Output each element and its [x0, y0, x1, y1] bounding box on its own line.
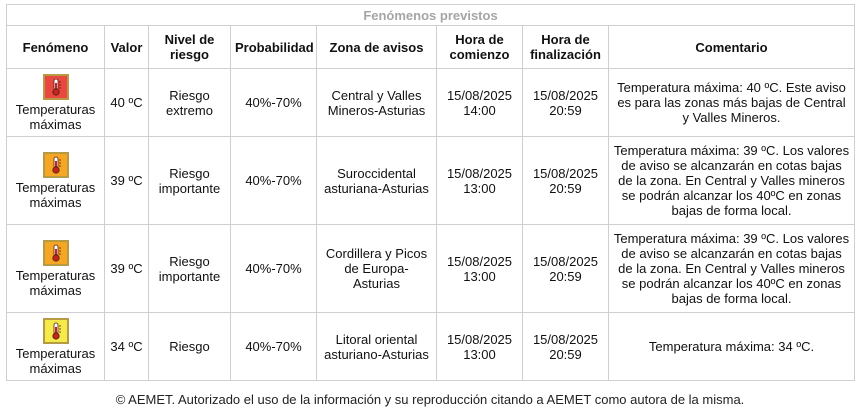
cell-nivel: Riesgo importante — [149, 137, 231, 225]
cell-hora-fin: 15/08/2025 20:59 — [523, 313, 609, 381]
cell-zona: Cordillera y Picos de Europa-Asturias — [317, 225, 437, 313]
cell-comentario: Temperatura máxima: 39 ºC. Los valores de aviso se alcanzarán en cotas bajas de la zona. En Central y Valles mineros se podrán alcanzar los 40ºC en zonas bajas de forma local. — [609, 225, 855, 313]
fenomeno-label: Temperaturas máximas — [15, 267, 96, 298]
thermometer-hot-icon — [43, 240, 69, 266]
cell-valor: 40 ºC — [105, 69, 149, 137]
cell-hora-comienzo: 15/08/2025 13:00 — [437, 225, 523, 313]
cell-comentario: Temperatura máxima: 39 ºC. Los valores de aviso se alcanzarán en cotas bajas de la zona. En Central y Valles mineros se podrán alcanzar los 40ºC en zonas bajas de forma local. — [609, 137, 855, 225]
thermometer-hot-icon — [43, 318, 69, 344]
cell-probabilidad: 40%-70% — [231, 137, 317, 225]
header-row — [7, 26, 855, 69]
cell-hora-comienzo: 15/08/2025 14:00 — [437, 69, 523, 137]
header-zona: Zona de avisos — [317, 26, 437, 69]
cell-probabilidad: 40%-70% — [231, 69, 317, 137]
header-fenomeno: Fenómeno — [7, 26, 105, 69]
cell-hora-fin: 15/08/2025 20:59 — [523, 137, 609, 225]
cell-zona: Suroccidental asturiana-Asturias — [317, 137, 437, 225]
cell-fenomeno — [7, 225, 105, 313]
header-nivel: Nivel de riesgo — [149, 26, 231, 69]
cell-hora-comienzo: 15/08/2025 13:00 — [437, 313, 523, 381]
table-row — [7, 225, 855, 313]
table-row — [7, 313, 855, 381]
warnings-table — [6, 4, 855, 381]
header-hora-fin: Hora de finalización — [523, 26, 609, 69]
cell-hora-comienzo: 15/08/2025 13:00 — [437, 137, 523, 225]
cell-valor: 39 ºC — [105, 225, 149, 313]
cell-comentario: Temperatura máxima: 40 ºC. Este aviso es para las zonas más bajas de Central y Valles Mineros. — [609, 69, 855, 137]
table-row — [7, 69, 855, 137]
cell-hora-fin: 15/08/2025 20:59 — [523, 225, 609, 313]
fenomeno-label: Temperaturas máximas — [15, 179, 96, 210]
header-probabilidad: Probabilidad — [231, 26, 317, 69]
cell-probabilidad: 40%-70% — [231, 225, 317, 313]
cell-valor: 39 ºC — [105, 137, 149, 225]
table-row — [7, 137, 855, 225]
cell-valor: 34 ºC — [105, 313, 149, 381]
fenomeno-label: Temperaturas máximas — [15, 101, 96, 132]
header-hora-comienzo: Hora de comienzo — [437, 26, 523, 69]
thermometer-hot-icon — [43, 152, 69, 178]
copyright-footer: © AEMET. Autorizado el uso de la información y su reproducción citando a AEMET como autora de la misma. — [115, 392, 745, 407]
cell-probabilidad: 40%-70% — [231, 313, 317, 381]
header-comentario: Comentario — [609, 26, 855, 69]
cell-nivel: Riesgo importante — [149, 225, 231, 313]
table-title: Fenómenos previstos — [7, 5, 855, 26]
cell-zona: Litoral oriental asturiano-Asturias — [317, 313, 437, 381]
cell-comentario: Temperatura máxima: 34 ºC. — [609, 313, 855, 381]
cell-nivel: Riesgo — [149, 313, 231, 381]
cell-fenomeno — [7, 137, 105, 225]
cell-fenomeno — [7, 313, 105, 381]
cell-nivel: Riesgo extremo — [149, 69, 231, 137]
header-valor: Valor — [105, 26, 149, 69]
cell-fenomeno — [7, 69, 105, 137]
thermometer-hot-icon — [43, 74, 69, 100]
cell-hora-fin: 15/08/2025 20:59 — [523, 69, 609, 137]
cell-zona: Central y Valles Mineros-Asturias — [317, 69, 437, 137]
fenomeno-label: Temperaturas máximas — [15, 345, 96, 376]
